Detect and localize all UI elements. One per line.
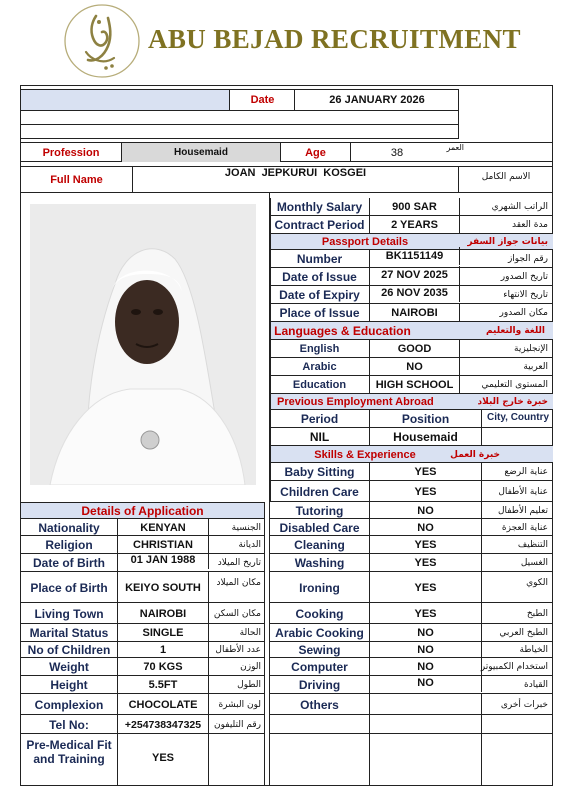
english-ar: الإنجليزية <box>514 344 548 354</box>
height-ar: الطول <box>237 680 261 690</box>
ironing-ar: الكوي <box>526 578 548 588</box>
dob-ar: تاريخ الميلاد <box>217 558 261 568</box>
computer-value: NO <box>370 658 482 676</box>
tel-label: Tel No: <box>21 715 118 734</box>
education-value: HIGH SCHOOL <box>370 376 460 394</box>
blank-col-2 <box>370 715 482 786</box>
ironing-value: YES <box>370 572 482 603</box>
tel-value: +254738347325 <box>118 715 209 734</box>
baby-sitting-ar: عناية الرضع <box>504 467 548 477</box>
nationality-label: Nationality <box>21 519 118 536</box>
baby-sitting-label: Baby Sitting <box>270 463 370 481</box>
blank-line-1 <box>21 111 459 125</box>
religion-label: Religion <box>21 536 118 554</box>
complexion-value: CHOCOLATE <box>118 694 209 715</box>
computer-ar: استخدام الكمبيوتر <box>480 662 548 672</box>
salary-label: Monthly Salary <box>270 198 370 216</box>
profession-label: Profession <box>42 146 100 159</box>
disabled-care-ar: عناية العجزة <box>501 522 548 533</box>
date-blank-cell <box>21 89 230 111</box>
age-value: 38 <box>390 146 404 159</box>
tutoring-ar: تعليم الأطفال <box>497 505 548 516</box>
pob-label: Place of Birth <box>21 572 118 603</box>
washing-label: Washing <box>270 554 370 572</box>
cleaning-label: Cleaning <box>270 536 370 554</box>
salary-value: 900 SAR <box>370 198 460 216</box>
nationality-ar: الجنسية <box>231 522 261 533</box>
employment-title-ar: خبرة خارج البلاد <box>477 397 548 407</box>
passport-expiry-value: 26 NOV 2035 <box>370 284 460 302</box>
computer-label: Computer <box>270 658 370 676</box>
passport-expiry-label: Date of Expiry <box>270 286 370 304</box>
disabled-care-value: NO <box>370 519 482 536</box>
arabic-cooking-label: Arabic Cooking <box>270 624 370 642</box>
weight-value: 70 KGS <box>118 658 209 676</box>
washing-ar: الغسيل <box>520 558 548 568</box>
passport-number-ar: رقم الجواز <box>507 254 548 264</box>
abu-bejad-calligraphy-icon <box>62 2 142 80</box>
education-label: Education <box>270 376 370 394</box>
cooking-ar: الطبخ <box>526 608 548 619</box>
age-label: Age <box>281 143 351 162</box>
company-logo <box>62 2 142 80</box>
weight-label: Weight <box>21 658 118 676</box>
height-value: 5.5FT <box>118 676 209 694</box>
contract-value: 2 YEARS <box>370 216 460 234</box>
passport-issue-ar: تاريخ الصدور <box>500 272 548 282</box>
others-label: Others <box>270 694 370 715</box>
position-value: Housemaid <box>370 428 482 446</box>
living-town-label: Living Town <box>21 603 118 624</box>
sewing-value: NO <box>370 642 482 658</box>
living-town-value: NAIROBI <box>118 603 209 624</box>
education-ar: المستوى التعليمي <box>481 380 548 390</box>
period-header: Period <box>270 410 370 428</box>
arabic-ar: العربية <box>523 362 548 372</box>
fullname-label: Full Name <box>21 166 133 193</box>
religion-ar: الديانة <box>238 540 261 550</box>
cooking-label: Cooking <box>270 603 370 624</box>
passport-issue-label: Date of Issue <box>270 268 370 286</box>
arabic-cooking-ar: الطبخ العربي <box>499 628 548 638</box>
profession-value: Housemaid <box>174 147 228 158</box>
weight-ar: الوزن <box>240 662 261 672</box>
driving-value: NO <box>370 674 482 692</box>
skills-title: Skills & Experience <box>314 448 416 461</box>
age-ar: العمر <box>446 142 464 152</box>
passport-title: Passport Details <box>321 236 409 248</box>
driving-label: Driving <box>270 676 370 694</box>
position-header: Position <box>370 410 482 428</box>
washing-value: YES <box>370 554 482 572</box>
living-town-ar: مكان السكن <box>213 608 261 619</box>
premedical-label-line-2: and Training <box>33 752 105 766</box>
marital-ar: الحالة <box>239 628 261 638</box>
english-value: GOOD <box>370 340 460 358</box>
others-ar: خبرات أخرى <box>500 699 548 710</box>
languages-title: Languages & Education <box>274 324 411 338</box>
passport-number-label: Number <box>270 250 370 268</box>
arabic-label: Arabic <box>270 358 370 376</box>
languages-title-ar: اللغة والتعليم <box>485 326 545 336</box>
candidate-photo <box>30 204 256 485</box>
sewing-label: Sewing <box>270 642 370 658</box>
tutoring-value: NO <box>370 502 482 519</box>
date-value: 26 JANUARY 2026 <box>329 94 425 106</box>
height-label: Height <box>21 676 118 694</box>
ironing-label: Ironing <box>270 572 370 603</box>
children-ar: عدد الأطفال <box>215 645 261 655</box>
candidate-photo-icon <box>30 204 256 485</box>
tutoring-label: Tutoring <box>270 502 370 519</box>
fullname-ar: الاسم الكامل <box>481 171 531 182</box>
fullname-divider <box>458 166 459 193</box>
english-label: English <box>270 340 370 358</box>
children-care-ar: عناية الأطفال <box>498 486 548 497</box>
salary-ar: الراتب الشهري <box>491 202 548 212</box>
pob-value: KEIYO SOUTH <box>118 572 209 603</box>
contract-ar: مدة العقد <box>512 220 548 230</box>
passport-place-label: Place of Issue <box>270 304 370 322</box>
passport-issue-value: 27 NOV 2025 <box>370 266 460 284</box>
cooking-value: YES <box>370 603 482 624</box>
nationality-value: KENYAN <box>118 519 209 536</box>
dob-value: 01 JAN 1988 <box>118 551 209 569</box>
children-care-value: YES <box>370 481 482 502</box>
blank-line-2 <box>21 125 459 139</box>
passport-number-value: BK1151149 <box>370 247 460 265</box>
arabic-cooking-value: NO <box>370 624 482 642</box>
skills-title-ar: خبرة العمل <box>450 449 500 460</box>
pob-ar: مكان الميلاد <box>216 578 261 588</box>
arabic-value: NO <box>370 358 460 376</box>
driving-ar: القيادة <box>524 680 548 690</box>
app-col-2 <box>118 734 209 786</box>
children-label: No of Children <box>21 642 118 658</box>
complexion-label: Complexion <box>21 694 118 715</box>
sewing-ar: الخياطة <box>519 645 548 655</box>
middle-divider <box>264 502 265 786</box>
premedical-value: YES <box>118 734 209 782</box>
date-label: Date <box>250 94 275 106</box>
complexion-ar: لون البشرة <box>218 699 261 710</box>
company-name: ABU BEJAD RECRUITMENT <box>148 24 521 54</box>
others-value <box>370 694 482 715</box>
application-title: Details of Application <box>81 503 204 518</box>
period-value: NIL <box>270 428 370 446</box>
contract-label: Contract Period <box>270 216 370 234</box>
premedical-label-line-1: Pre-Medical Fit <box>26 738 112 752</box>
fullname-value: JOAN JEPKURUI KOSGEI <box>224 167 367 179</box>
children-value: 1 <box>118 642 209 658</box>
marital-value: SINGLE <box>118 624 209 642</box>
country-header: City, Country <box>487 411 550 423</box>
blank-col-1 <box>270 715 370 786</box>
tel-ar: رقم التليفون <box>214 719 261 730</box>
dob-label: Date of Birth <box>21 554 118 572</box>
cleaning-value: YES <box>370 536 482 554</box>
disabled-care-label: Disabled Care <box>270 519 370 536</box>
children-care-label: Children Care <box>270 481 370 502</box>
cleaning-ar: التنظيف <box>517 540 548 550</box>
employment-title: Previous Employment Abroad <box>277 396 434 408</box>
marital-label: Marital Status <box>21 624 118 642</box>
passport-place-ar: مكان الصدور <box>499 308 548 318</box>
baby-sitting-value: YES <box>370 463 482 481</box>
religion-value: CHRISTIAN <box>118 536 209 554</box>
app-col-1 <box>21 734 118 786</box>
passport-title-ar: بيانات جواز السفر <box>467 237 548 247</box>
passport-place-value: NAIROBI <box>370 304 460 322</box>
passport-expiry-ar: تاريخ الانتهاء <box>503 290 548 300</box>
